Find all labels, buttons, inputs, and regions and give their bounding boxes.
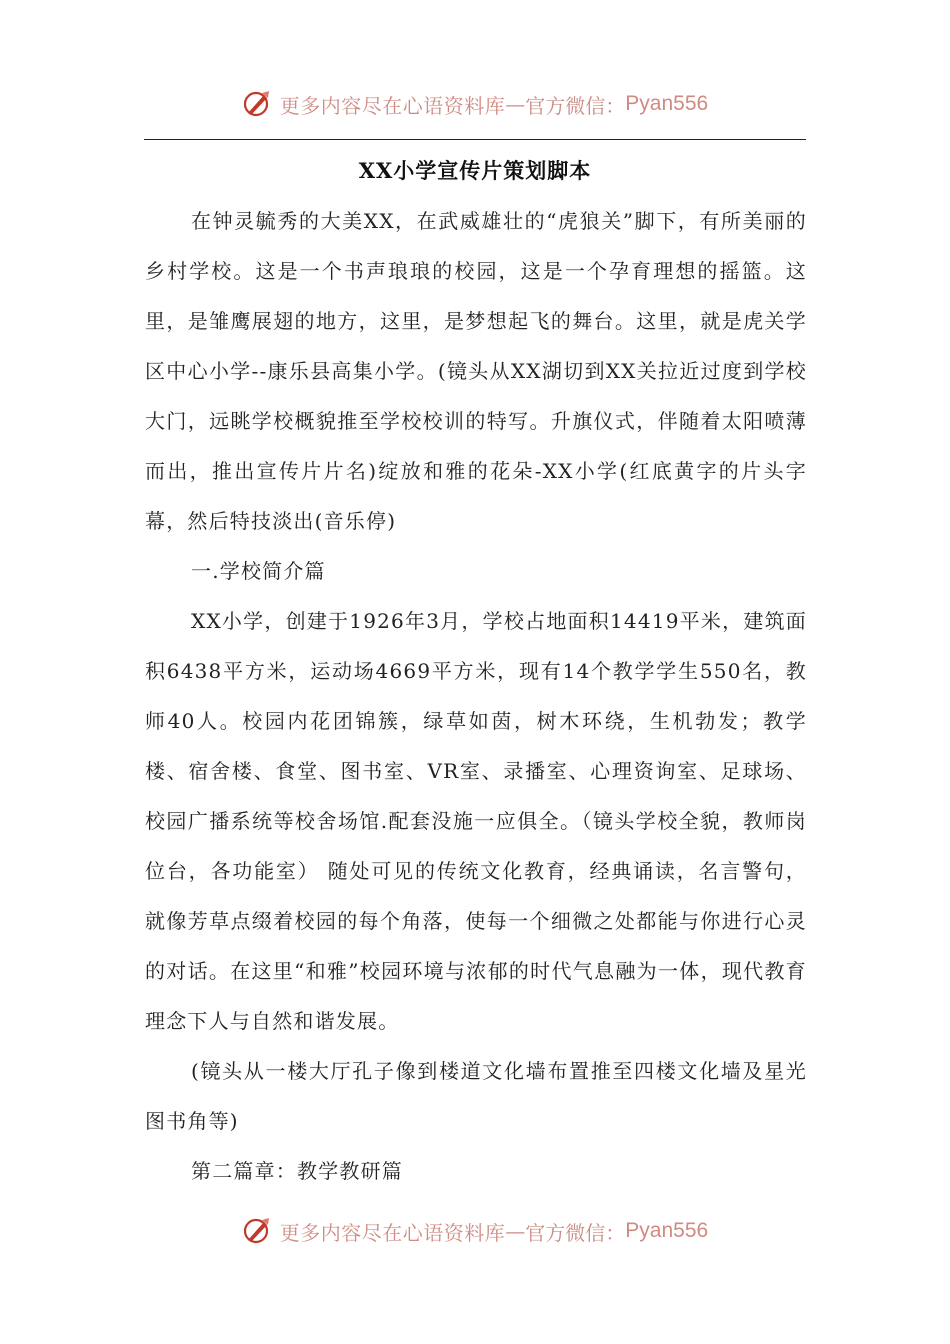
quill-logo-icon <box>242 1216 272 1246</box>
section-heading-teaching: 第二篇章：教学教研篇 <box>191 1159 403 1183</box>
header-brand-text: 更多内容尽在心语资料库 <box>279 93 506 118</box>
paragraph-camera-note: (镜头从一楼大厅孔子像到楼道文化墙布置推至四楼文化墙及星光图书角等) <box>145 1059 807 1133</box>
document-title: XX小学宣传片策划脚本 <box>358 158 592 183</box>
header-wechat-label: 官方微信： <box>525 93 626 118</box>
footer-wechat-label: 官方微信： <box>525 1220 626 1245</box>
footer-wechat-id: Pyan556 <box>625 1219 709 1242</box>
footer-dash: — <box>505 1219 526 1243</box>
paragraph-intro: 在钟灵毓秀的大美XX，在武威雄壮的“虎狼关”脚下，有所美丽的乡村学校。这是一个书声琅琅的校园，这是一个孕育理想的摇篮。这里，是雏鹰展翅的地方，这里，是梦想起飞的舞台。这里，就是虎关学区中心小学--康乐县高集小学。(镜头从XX湖切到XX关拉近过度到学校大门，远眺学校概貌推至学校校训的特写。升旗仪式，伴随着太阳喷薄而出，推出宣传片片名)绽放和雅的花朵-XX小学(红底黄字的片头字幕，然后特技淡出(音乐停) <box>145 209 807 533</box>
header-divider <box>144 139 806 140</box>
document-body <box>145 196 807 1196</box>
header-dash: — <box>505 92 526 116</box>
section-heading-school-intro: 一.学校简介篇 <box>191 559 326 583</box>
footer-brand-text: 更多内容尽在心语资料库 <box>279 1220 506 1245</box>
header-banner <box>0 84 950 124</box>
quill-logo-icon <box>242 89 272 119</box>
header-wechat-id: Pyan556 <box>625 92 709 115</box>
paragraph-school-facts: XX小学，创建于1926年3月，学校占地面积14419平米，建筑面积6438平方米，运动场4669平方米，现有14个教学学生550名，教师40人。校园内花团锦簇，绿草如茵，树木环绕，生机勃发；教学楼、宿舍楼、食堂、图书室、VR室、录播室、心理资询室、足球场、校园广播系统等校舍场馆.配套没施一应俱全。（镜头学校全貌，教师岗位台，各功能室） 随处可见的传统文化教育，经典诵读，名言警句，就像芳草点缀着校园的每个角落，使每一个细微之处都能与你进行心灵的对话。在这里“和雅”校园环境与浓郁的时代气息融为一体，现代教育理念下人与自然和谐发展。 <box>145 609 807 1033</box>
footer-banner <box>0 1211 950 1251</box>
